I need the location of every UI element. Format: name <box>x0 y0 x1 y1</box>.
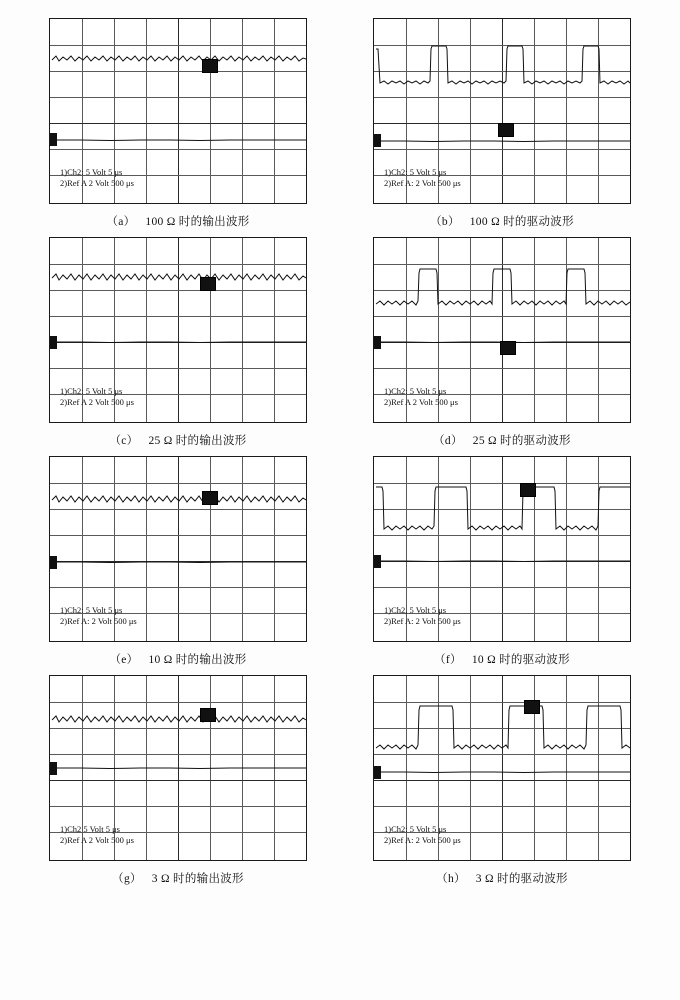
legend-line-2: 2)Ref A 2 Volt 500 μs <box>60 178 134 188</box>
channel-marker-2 <box>49 556 57 569</box>
figure-row <box>0 675 680 886</box>
channel-marker-1 <box>498 123 514 137</box>
caption-label: （a） <box>106 216 136 228</box>
figure-panel-f <box>371 456 633 667</box>
caption-label: （b） <box>430 216 460 228</box>
channel-marker-1 <box>202 491 218 505</box>
caption-text: 25 Ω 时的输出波形 <box>148 435 247 447</box>
figure-caption <box>106 213 249 229</box>
caption-text: 3 Ω 时的输出波形 <box>151 873 244 885</box>
legend-line-1: 1)Ch2: 5 Volt 5 μs <box>384 386 447 396</box>
figure-caption <box>430 213 574 229</box>
figure-panel-h <box>371 675 633 886</box>
channel-marker-1 <box>520 483 536 497</box>
scope-legend <box>60 605 137 627</box>
legend-line-2: 2)Ref A: 2 Volt 500 μs <box>60 616 137 626</box>
scope-legend <box>60 167 134 189</box>
caption-text: 25 Ω 时的驱动波形 <box>472 435 571 447</box>
figure-caption <box>434 651 570 667</box>
caption-text: 10 Ω 时的驱动波形 <box>471 654 570 666</box>
scope-legend <box>384 386 458 408</box>
figure-panel-b <box>371 18 633 229</box>
caption-text: 10 Ω 时的输出波形 <box>148 654 247 666</box>
scope-legend <box>384 605 461 627</box>
figure-panel-c <box>47 237 309 448</box>
oscilloscope-screen-g <box>49 675 307 861</box>
figure-row <box>0 18 680 229</box>
channel-marker-1 <box>202 59 218 73</box>
channel-marker-2 <box>49 133 57 146</box>
caption-label: （c） <box>109 435 139 447</box>
scope-legend <box>384 824 461 846</box>
oscilloscope-screen-a <box>49 18 307 204</box>
legend-line-1: 1)Ch2: 5 Volt 5 μs <box>384 824 447 834</box>
oscilloscope-screen-f <box>373 456 631 642</box>
channel-marker-1 <box>200 277 216 291</box>
oscilloscope-screen-c <box>49 237 307 423</box>
caption-label: （f） <box>434 654 462 666</box>
channel-marker-2 <box>49 336 57 349</box>
legend-line-2: 2)Ref A: 2 Volt 500 μs <box>384 178 461 188</box>
figure-grid <box>0 18 680 894</box>
caption-text: 3 Ω 时的驱动波形 <box>475 873 568 885</box>
legend-line-2: 2)Ref A: 2 Volt 500 μs <box>384 616 461 626</box>
oscilloscope-screen-d <box>373 237 631 423</box>
legend-line-1: 1)Ch2: 5 Volt 5 μs <box>60 386 123 396</box>
caption-label: （h） <box>436 873 466 885</box>
figure-row <box>0 237 680 448</box>
channel-marker-2 <box>373 555 381 568</box>
figure-caption <box>436 870 568 886</box>
legend-line-2: 2)Ref A 2 Volt 500 μs <box>60 835 134 845</box>
legend-line-2: 2)Ref A 2 Volt 500 μs <box>60 397 134 407</box>
channel-marker-2 <box>373 336 381 349</box>
figure-caption <box>112 870 244 886</box>
oscilloscope-screen-h <box>373 675 631 861</box>
channel-marker-1 <box>524 700 540 714</box>
caption-text: 100 Ω 时的输出波形 <box>145 216 250 228</box>
figure-caption <box>433 432 571 448</box>
caption-label: （g） <box>112 873 142 885</box>
legend-line-1: 1)Ch2: 5 Volt 5 μs <box>384 167 447 177</box>
figure-caption <box>109 651 246 667</box>
scope-legend <box>60 824 134 846</box>
legend-line-2: 2)Ref A: 2 Volt 500 μs <box>384 835 461 845</box>
channel-marker-2 <box>373 766 381 779</box>
channel-marker-1 <box>200 708 216 722</box>
legend-line-1: 1)Ch2, 5 Volt 5 μs <box>384 605 447 615</box>
caption-label: （d） <box>433 435 463 447</box>
channel-marker-1 <box>500 341 516 355</box>
legend-line-1: 1)Ch2: 5 Volt 5 μs <box>60 167 123 177</box>
legend-line-1: 1)Ch2: 5 Volt 5 μs <box>60 605 123 615</box>
legend-line-2: 2)Ref A 2 Volt 500 μs <box>384 397 458 407</box>
scope-legend <box>60 386 134 408</box>
legend-line-1: 1)Ch2 5 Volt 5 μs <box>60 824 120 834</box>
figure-row <box>0 456 680 667</box>
figure-caption <box>109 432 246 448</box>
caption-text: 100 Ω 时的驱动波形 <box>469 216 574 228</box>
caption-label: （e） <box>109 654 139 666</box>
figure-panel-g <box>47 675 309 886</box>
channel-marker-2 <box>373 134 381 147</box>
oscilloscope-screen-e <box>49 456 307 642</box>
figure-panel-d <box>371 237 633 448</box>
channel-marker-2 <box>49 762 57 775</box>
scope-legend <box>384 167 461 189</box>
figure-panel-a <box>47 18 309 229</box>
oscilloscope-screen-b <box>373 18 631 204</box>
figure-panel-e <box>47 456 309 667</box>
